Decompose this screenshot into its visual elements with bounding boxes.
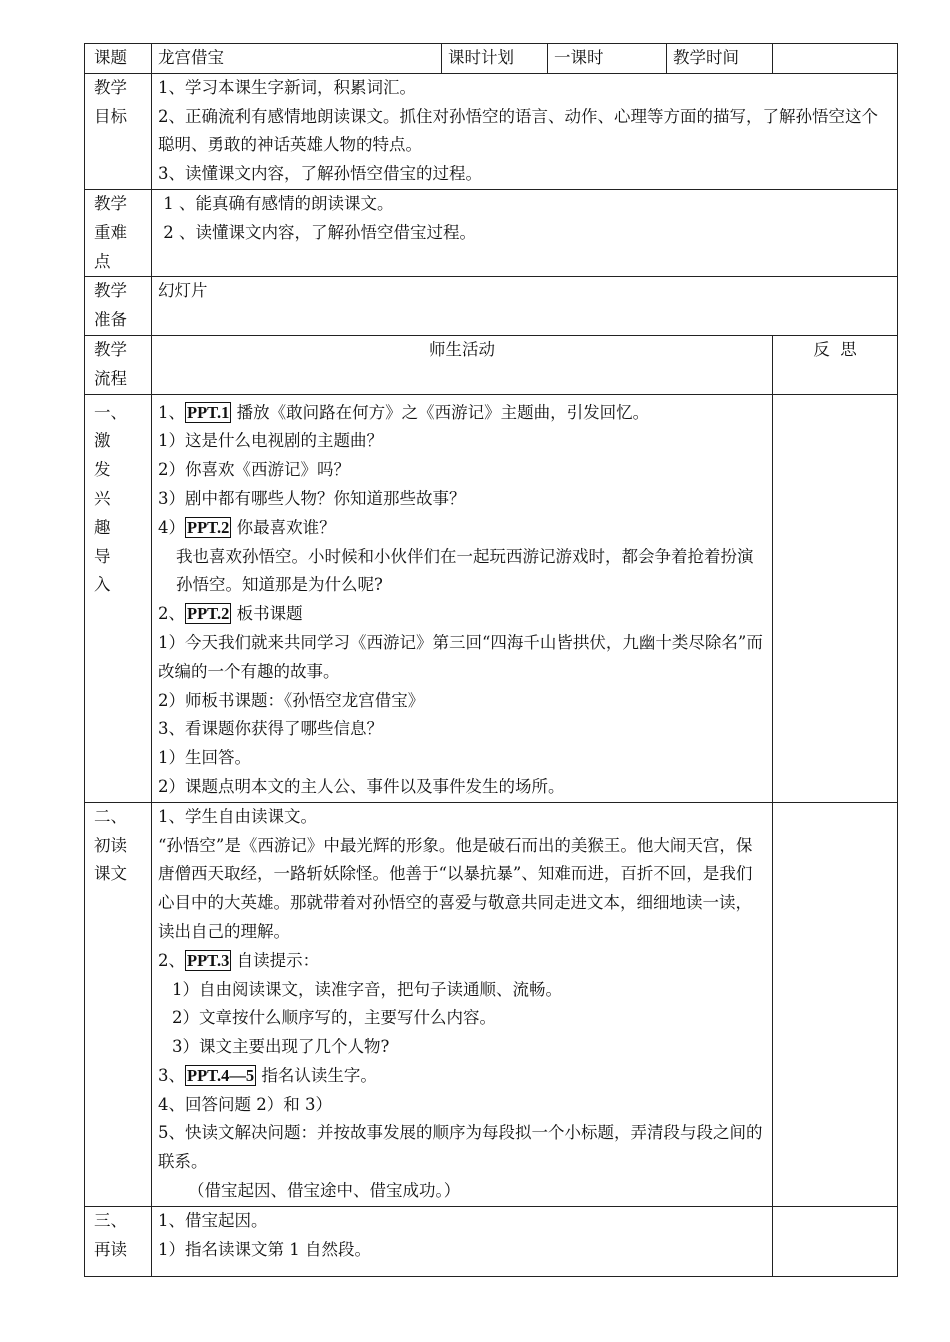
reflection-heading: 反 思: [773, 335, 898, 394]
preparation-label: 教学 准备: [85, 277, 152, 336]
difficulties-content: [152, 189, 898, 276]
activity-line: 2、 PPT.2 板书课题: [158, 604, 303, 624]
section1-reflection: [773, 394, 898, 802]
activity-line: （借宝起因、借宝途中、借宝成功。）: [188, 1181, 461, 1201]
activity-line: 2）文章按什么顺序写的，主要写什么内容。: [172, 1008, 496, 1028]
ppt-tag: PPT.3: [187, 950, 230, 970]
difficulties-label: 教学 重难 点: [85, 189, 152, 276]
goals-content: [152, 73, 898, 189]
ppt-tag: PPT.1: [187, 402, 230, 422]
activity-line: “孙悟空”是《西游记》中最光辉的形象。他是破石而出的美猴王。他大闹天宫，保唐僧西天取经，一路斩妖除怪。他善于“以暴抗暴”、知难而进，百折不回，是我们心目中的大英雄。那就带着对孙悟空的喜爱与敬意共同走进文本，细细地读一读，读出自己的理解。: [158, 835, 753, 941]
activity-line: 3）剧中都有哪些人物？你知道那些故事？: [158, 488, 466, 508]
activity-line: 5、快读文解决问题：并按故事发展的顺序为每段拟一个小标题，弄清段与段之间的联系。: [158, 1123, 763, 1172]
activity-line: 1、 PPT.1 播放《敢问路在何方》之《西游记》主题曲，引发回忆。: [158, 402, 650, 422]
activity-line: 3）课文主要出现了几个人物?: [172, 1037, 390, 1057]
preparation-row: [85, 277, 898, 336]
activity-line: 1）这是什么电视剧的主题曲？: [158, 431, 383, 451]
section3-label: 三、 再读: [85, 1206, 152, 1277]
activity-line: 2）你喜欢《西游记》吗？: [158, 460, 350, 480]
goal-line: 2、正确流利有感情地朗读课文。抓住对孙悟空的语言、动作、心理等方面的描写，了解孙悟空这个聪明、勇敢的神话英雄人物的特点。: [158, 106, 878, 155]
activity-line: 我也喜欢孙悟空。小时候和小伙伴们在一起玩西游记游戏时，都会争着抢着扮演孙悟空。知道那是为什么呢?: [176, 546, 754, 595]
activity-line: 4） PPT.2 你最喜欢谁？: [158, 517, 336, 537]
section2-row: [85, 802, 898, 1206]
activity-heading: 师生活动: [152, 335, 773, 394]
goal-line: 1、学习本课生字新词，积累词汇。: [158, 77, 416, 97]
activity-line: 2、 PPT.3 自读提示：: [158, 950, 320, 970]
section1-content: [152, 394, 773, 802]
plan-label: 课时计划: [442, 44, 548, 74]
plan-value: 一课时: [548, 44, 667, 74]
preparation-content: 幻灯片: [152, 277, 898, 336]
activity-line: 1）今天我们就来共同学习《西游记》第三回“四海千山皆拱伏，九幽十类尽除名”而改编的一个有趣的故事。: [158, 632, 763, 681]
ppt-tag: PPT.2: [187, 517, 230, 537]
activity-line: 3、 PPT.4—5 指名认读生字。: [158, 1065, 377, 1085]
goal-line: 3、读懂课文内容，了解孙悟空借宝的过程。: [158, 164, 482, 184]
section3-reflection: [773, 1206, 898, 1277]
activity-line: 1）自由阅读课文，读准字音，把句子读通顺、流畅。: [172, 979, 562, 999]
activity-line: 1）指名读课文第 1 自然段。: [158, 1239, 371, 1259]
topic-label: 课题: [85, 44, 152, 74]
activity-line: 2）课题点明本文的主人公、事件以及事件发生的场所。: [158, 776, 565, 796]
difficulty-line: 1 、能真确有感情的朗读课文。: [158, 193, 394, 213]
section1-label: 一、 激 发 兴 趣 导 入: [85, 394, 152, 802]
goals-row: [85, 73, 898, 189]
activity-line: 3、看课题你获得了哪些信息？: [158, 719, 383, 739]
lesson-plan-table: [84, 43, 898, 1277]
ppt-tag: PPT.2: [187, 604, 230, 624]
ppt-tag: PPT.4—5: [187, 1065, 255, 1085]
section2-label: 二、 初读 课文: [85, 802, 152, 1206]
activity-line: 1、借宝起因。: [158, 1210, 268, 1230]
section3-content: [152, 1206, 773, 1277]
process-header-row: [85, 335, 898, 394]
time-label: 教学时间: [667, 44, 773, 74]
time-value: [773, 44, 898, 74]
activity-line: 2）师板书课题：《孙悟空龙宫借宝》: [158, 690, 425, 710]
header-row: [85, 44, 898, 74]
section3-row: [85, 1206, 898, 1277]
section2-reflection: [773, 802, 898, 1206]
activity-line: 1）生回答。: [158, 748, 251, 768]
difficulties-row: [85, 189, 898, 276]
activity-line: 4、回答问题 2）和 3）: [158, 1094, 332, 1114]
section2-content: [152, 802, 773, 1206]
difficulty-line: 2 、读懂课文内容，了解孙悟空借宝过程。: [158, 222, 476, 242]
activity-line: 1、学生自由读课文。: [158, 806, 317, 826]
process-label: 教学 流程: [85, 335, 152, 394]
goals-label: 教学 目标: [85, 73, 152, 189]
section1-row: [85, 394, 898, 802]
topic-value: 龙宫借宝: [152, 44, 442, 74]
